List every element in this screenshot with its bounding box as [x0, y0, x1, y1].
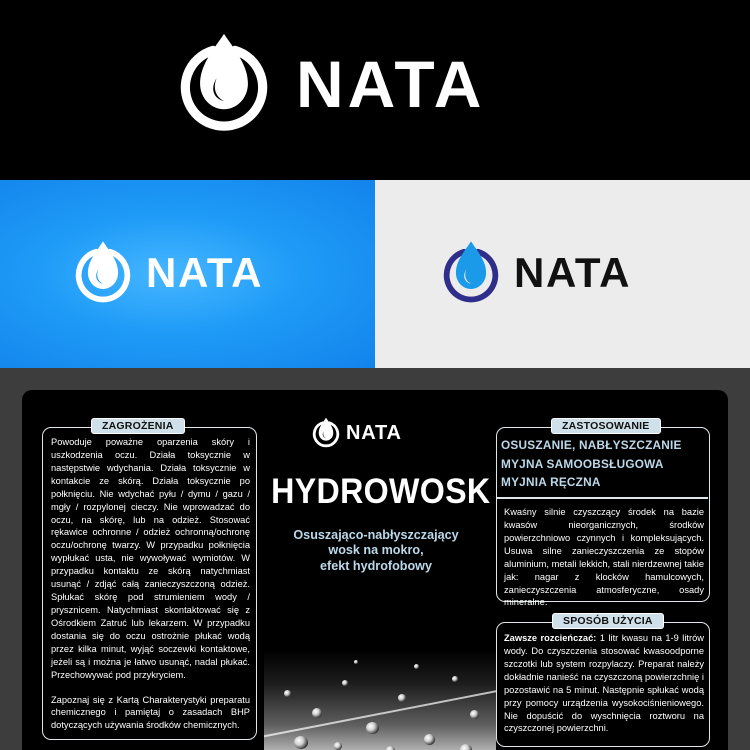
application-panel	[496, 420, 710, 608]
usage-tag: SPOSÓB UŻYCIA	[552, 613, 664, 629]
water-drop-icon	[312, 417, 340, 449]
water-bead	[460, 744, 472, 750]
label-logo	[312, 417, 402, 449]
usage-lead: Zawsze rozcieńczać:	[504, 633, 597, 643]
brand-wordmark: NATA	[346, 422, 402, 444]
hazards-panel	[42, 420, 257, 740]
usage-panel	[496, 615, 710, 747]
water-drop-icon	[442, 240, 500, 306]
product-title: HYDROWOSK	[271, 472, 491, 511]
usage-body: 1 litr kwasu na 1-9 litrów wody. Do czyszczenia stosować kwasoodporne szczotki lub system rozpylaczy. Preparat należy dokładnie nanieść na czyszczoną powierzchnię i pozostawić na 5 minut. Następnie spłukać wodą przy pomocy urządzenia wysokociśnieniowego. Nie dopuścić do wyschnięcia roztworu na czyszczonej powierzchni.	[504, 633, 704, 734]
photo-highlight-edge	[264, 685, 496, 740]
water-bead	[354, 660, 358, 664]
subtitle-line: efekt hydrofobowy	[320, 558, 432, 573]
water-bead	[398, 694, 406, 702]
water-bead	[284, 690, 291, 697]
water-beads-photo	[264, 650, 496, 750]
product-subtitle	[262, 528, 490, 574]
water-bead	[470, 710, 479, 719]
water-bead	[334, 742, 342, 750]
divider	[497, 497, 708, 499]
hazards-text	[51, 436, 250, 732]
application-line: OSUSZANIE, NABŁYSZCZANIE	[501, 438, 682, 452]
water-bead	[386, 746, 395, 750]
water-drop-icon	[178, 32, 270, 136]
application-description: Kwaśny silnie czyszczący środek na bazie kwasów nieorganicznych, środków powierzchniowo czynnych i kompleksujących. Usuwa silne zanieczyszczenia ze stopów aluminium, metali lekkich, stali nierdzewnej takie jak: nagar z klocków hamulcowych, zanieczyszczenia atmosferyczne, osady mineralne.	[504, 507, 704, 608]
brand-wordmark: NATA	[296, 47, 486, 121]
msds-note: Zapoznaj się z Kartą Charakterystyki preparatu chemicznego i pamiętaj o zasadach BHP dotyczących używania środków chemicznych.	[51, 694, 250, 731]
application-line: MYJNIA RĘCZNA	[501, 475, 601, 490]
water-bead	[366, 722, 379, 734]
water-bead	[342, 680, 348, 686]
logo-white-large	[178, 32, 485, 136]
water-bead	[312, 708, 322, 718]
hazards-tag: ZAGROŻENIA	[91, 418, 185, 434]
water-drop-icon	[74, 240, 132, 306]
application-line: MYJNA SAMOOBSŁUGOWA	[501, 456, 664, 471]
logo-color-on-light	[442, 240, 631, 306]
brand-wordmark: NATA	[146, 249, 264, 296]
water-bead	[424, 734, 435, 745]
hazards-paragraph: Powoduje poważne oparzenia skóry i uszkodzenia oczu. Działa toksycznie w następstwie wdychania. Działa toksycznie w kontakcie ze skórą. Działa toksycznie po połknięciu. Nie wdychać pyłu / dymu / gazu / mgły / rozpylonej cieczy. Nie wprowadzać do oczu, na skórę, lub na odzież. Stosować rękawice ochronne / odzież ochronną/ochronę oczu/ochronę twarzy. W przypadku połknięcia wypłukać usta, nie wywoływać wymiotów. W przypadku kontaktu ze skórą natychmiast usunąć / zdjąć całą zanieczyszczoną odzież. Spłukać skórę pod strumieniem wody / prysznicem. Natychmiast skontaktować się z Ośrodkiem Zatruć lub lekarzem. W przypadku dostania się do oczu ostrożnie płukać wodą przez kilka minut, wyjąć soczewki kontaktowe, jeżeli są i można je łatwo usunąć, nadal płukać. Przechowywać pod przykryciem.	[51, 437, 250, 680]
water-bead	[452, 676, 458, 682]
water-bead	[414, 664, 419, 669]
usage-text	[504, 632, 704, 735]
product-label	[22, 390, 728, 750]
application-tag: ZASTOSOWANIE	[551, 418, 661, 434]
subtitle-line: wosk na mokro,	[328, 543, 424, 558]
logo-white-on-blue	[74, 240, 263, 306]
brand-wordmark: NATA	[514, 249, 632, 296]
subtitle-line: Osuszająco-nabłyszczający	[293, 528, 459, 542]
application-headline	[501, 436, 705, 492]
water-bead	[294, 736, 308, 749]
